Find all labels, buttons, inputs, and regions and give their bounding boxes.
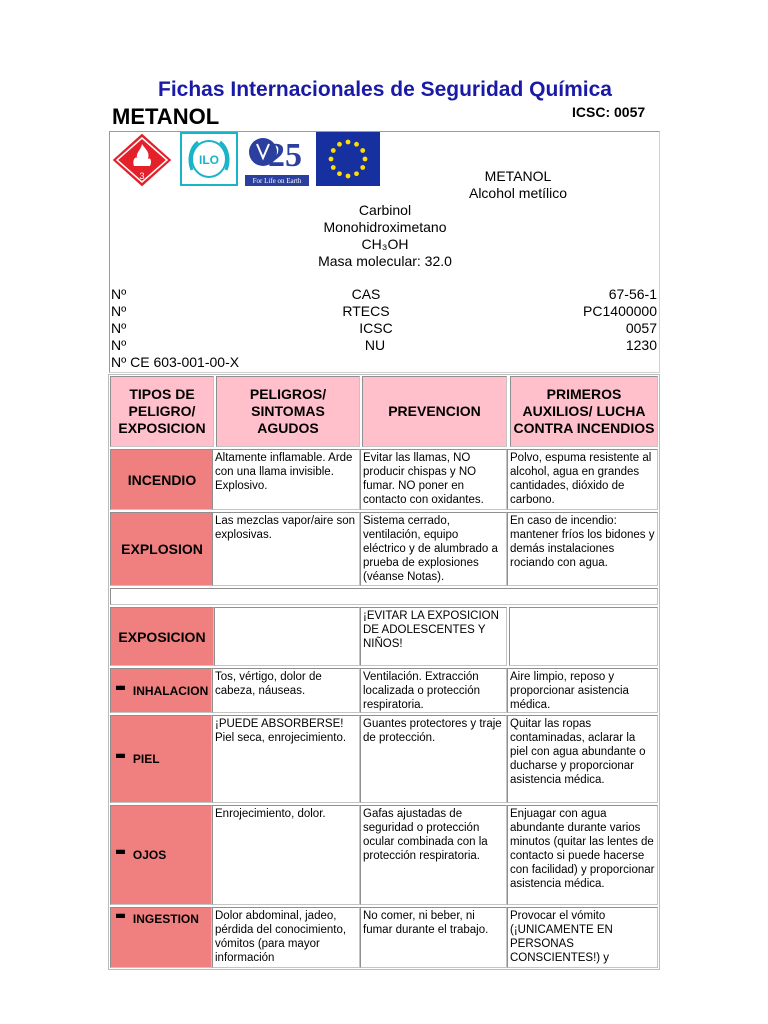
eu-star-icon (360, 148, 365, 153)
cell-hazards (214, 607, 360, 666)
header-prevention: PREVENCION (362, 376, 507, 447)
row-label-explosion: EXPLOSION (110, 512, 214, 586)
cell-prevention: Guantes protectores y traje de protección. (360, 715, 507, 803)
eu-star-icon (337, 171, 342, 176)
hazard-flame-diamond-icon (110, 132, 174, 188)
cell-prevention: Sistema cerrado, ventilación, equipo eléctrico y de alumbrado a prueba de explosiones (véanse Notas). (360, 512, 507, 586)
identity-synonym: Alcohol metílico (468, 185, 568, 201)
header-symptoms: PELIGROS/ SINTOMAS AGUDOS (216, 376, 360, 447)
svg-text:ILO: ILO (199, 153, 219, 167)
header-hazard-type: TIPOS DE PELIGRO/ EXPOSICION (110, 376, 214, 447)
eu-star-icon (354, 171, 359, 176)
cell-first-aid: Enjuagar con agua abundante durante varios minutos (quitar las lentes de contacto si puede hacerse con facilidad) y proporcionar asistencia médica. (507, 805, 658, 905)
document-title: Fichas Internacionales de Seguridad Química (158, 78, 612, 101)
bullet-icon: ▀▀ (116, 755, 124, 762)
icsc-number: ICSC: 0057 (572, 104, 646, 120)
row-label-text: PIEL (132, 752, 160, 766)
cell-first-aid (509, 607, 658, 666)
id-number-prefix: Nº (111, 337, 127, 353)
bullet-icon: ▀▀ (116, 686, 124, 694)
row-label-text: INGESTION (132, 912, 199, 926)
eu-star-icon (360, 165, 365, 170)
id-number-value: 1230 (625, 337, 657, 353)
substance-name: METANOL (112, 104, 220, 129)
id-number-label: NU (364, 337, 386, 353)
row-label-ojos (110, 805, 212, 905)
id-number-prefix: Nº (111, 303, 127, 319)
cell-first-aid: Aire limpio, reposo y proporcionar asistencia médica. (507, 668, 658, 713)
row-label-ingestion (110, 907, 212, 968)
cell-prevention: No comer, ni beber, ni fumar durante el trabajo. (360, 907, 507, 968)
bullet-icon: ▀▀ (116, 915, 124, 922)
eu-star-icon (354, 142, 359, 147)
ilo-logo-icon (180, 132, 238, 186)
row-label-exposicion: EXPOSICION (110, 607, 214, 666)
eu-star-icon (346, 140, 351, 145)
eu-flag-icon (316, 132, 380, 186)
row-label-text: OJOS (132, 848, 167, 862)
row-label-piel (110, 715, 212, 803)
cell-prevention: Ventilación. Extracción localizada o protección respiratoria. (360, 668, 507, 713)
row-label-incendio: INCENDIO (110, 449, 214, 510)
row-label-inhalacion (110, 668, 212, 713)
cell-first-aid: Polvo, espuma resistente al alcohol, agua en grandes cantidades, dióxido de carbono. (507, 449, 658, 510)
identity-molar-mass: Masa molecular: 32.0 (318, 253, 452, 269)
cell-first-aid: En caso de incendio: mantener fríos los bidones y demás instalaciones rociando con agua. (507, 512, 658, 586)
id-number-value: 0057 (625, 320, 657, 336)
id-number-prefix: Nº (111, 286, 127, 302)
id-number-prefix: Nº (111, 320, 127, 336)
ce-number: Nº CE 603-001-00-X (111, 354, 240, 370)
cell-hazards: Enrojecimiento, dolor. (212, 805, 360, 905)
cell-hazards: Las mezclas vapor/aire son explosivas. (212, 512, 360, 586)
identity-alt-name: Carbinol (358, 202, 412, 218)
row-label-text: INHALACION (132, 683, 209, 698)
id-number-value: PC1400000 (583, 303, 657, 319)
identity-name: METANOL (484, 168, 552, 184)
svg-text:For Life on Earth: For Life on Earth (252, 177, 302, 185)
cell-hazards: ¡PUEDE ABSORBERSE! Piel seca, enrojecimiento. (212, 715, 360, 803)
svg-text:25: 25 (268, 137, 302, 174)
cell-hazards: Altamente inflamable. Arde con una llama invisible. Explosivo. (212, 449, 360, 510)
id-number-label: CAS (351, 286, 381, 302)
id-number-label: ICSC (359, 320, 393, 336)
eu-star-icon (331, 148, 336, 153)
identity-alt-name: Monohidroximetano (323, 219, 447, 235)
bullet-icon: ▀▀ (116, 851, 124, 858)
cell-hazards: Dolor abdominal, jadeo, pérdida del conocimiento, vómitos (para mayor información (212, 907, 360, 968)
cell-prevention: Evitar las llamas, NO producir chispas y NO fumar. NO poner en contacto con oxidantes. (360, 449, 507, 510)
cell-prevention: Gafas ajustadas de seguridad o protección ocular combinada con la protección respiratoria. (360, 805, 507, 905)
eu-star-icon (363, 157, 368, 162)
cell-prevention: ¡EVITAR LA EXPOSICION DE ADOLESCENTES Y NIÑOS! (360, 607, 507, 666)
eu-star-icon (329, 157, 334, 162)
eu-star-icon (331, 165, 336, 170)
id-number-value: 67-56-1 (608, 286, 657, 302)
cell-first-aid: Provocar el vómito (¡UNICAMENTE EN PERSONAS CONSCIENTES!) y (507, 907, 658, 968)
svg-text:3: 3 (139, 171, 145, 181)
eu-star-icon (346, 174, 351, 179)
spacer-row (110, 588, 658, 605)
unep-25-logo-icon (245, 132, 309, 186)
identity-formula: CH₃OH (361, 236, 409, 252)
eu-star-icon (337, 142, 342, 147)
cell-hazards: Tos, vértigo, dolor de cabeza, náuseas. (212, 668, 360, 713)
id-number-label: RTECS (342, 303, 390, 319)
header-first-aid: PRIMEROS AUXILIOS/ LUCHA CONTRA INCENDIOS (510, 376, 658, 447)
cell-first-aid: Quitar las ropas contaminadas, aclarar la piel con agua abundante o ducharse y proporcionar asistencia médica. (507, 715, 658, 803)
